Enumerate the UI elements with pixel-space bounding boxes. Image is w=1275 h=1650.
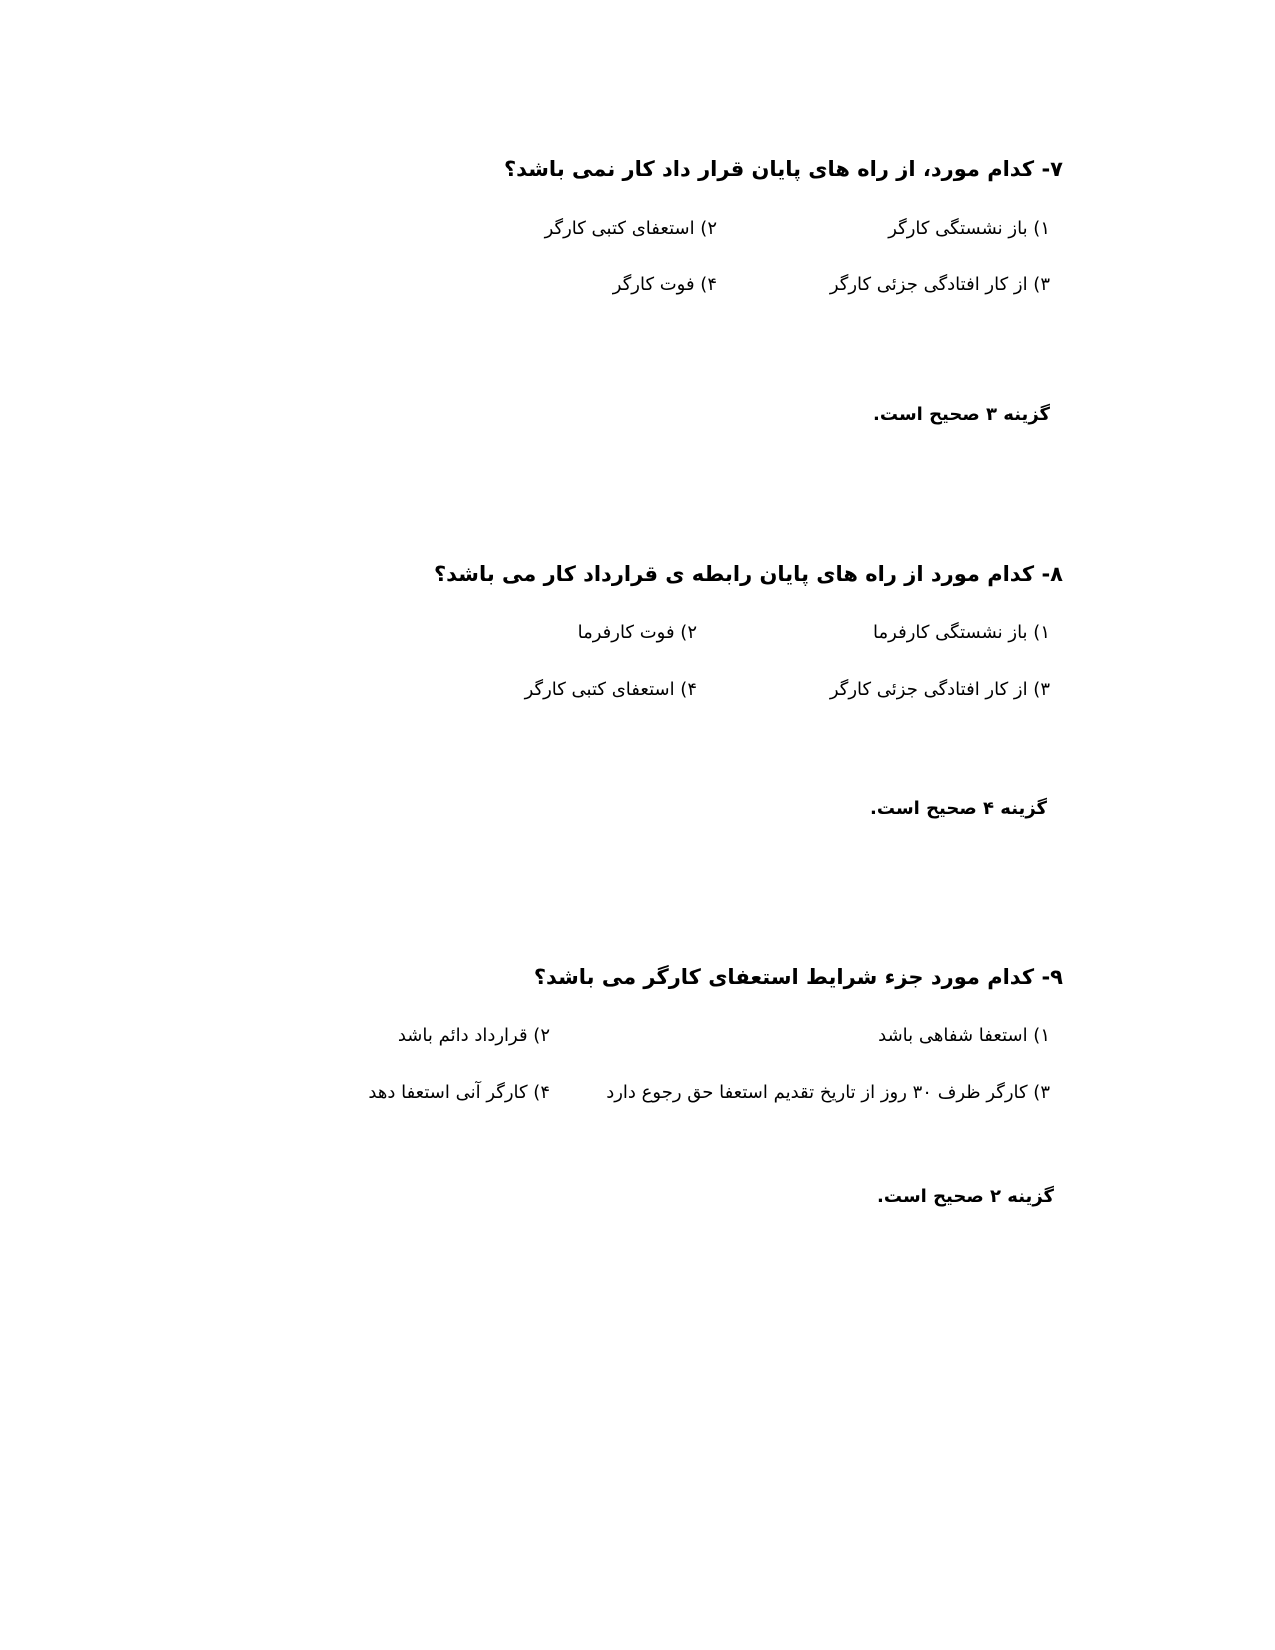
option-2: ۲) فوت کارفرما xyxy=(577,622,697,643)
option-3: ۳) از کار افتادگی جزئی کارگر xyxy=(829,274,1050,295)
question-title: ۸- کدام مورد از راه های پایان رابطه ی قرارداد کار می باشد؟ xyxy=(433,562,1063,586)
option-3: ۳) از کار افتادگی جزئی کارگر xyxy=(829,679,1050,700)
question-title: ۷- کدام مورد، از راه های پایان قرار داد کار نمی باشد؟ xyxy=(503,157,1063,181)
option-2: ۲) قرارداد دائم باشد xyxy=(397,1025,550,1046)
option-4: ۴) استعفای کتبی کارگر xyxy=(524,679,697,700)
option-2: ۲) استعفای کتبی کارگر xyxy=(544,218,717,239)
option-1: ۱) استعفا شفاهی باشد xyxy=(878,1025,1050,1046)
option-3: ۳) کارگر ظرف ۳۰ روز از تاریخ تقدیم استعفا حق رجوع دارد xyxy=(606,1082,1050,1103)
option-1: ۱) باز نشستگی کارگر xyxy=(888,218,1050,239)
question-title: ۹- کدام مورد جزء شرایط استعفای کارگر می باشد؟ xyxy=(533,965,1063,989)
option-4: ۴) فوت کارگر xyxy=(612,274,717,295)
answer-text: گزینه ۳ صحیح است. xyxy=(873,404,1050,425)
option-4: ۴) کارگر آنی استعفا دهد xyxy=(368,1082,550,1103)
option-1: ۱) باز نشستگی کارفرما xyxy=(873,622,1050,643)
answer-text: گزینه ۲ صحیح است. xyxy=(877,1186,1054,1207)
answer-text: گزینه ۴ صحیح است. xyxy=(870,798,1047,819)
